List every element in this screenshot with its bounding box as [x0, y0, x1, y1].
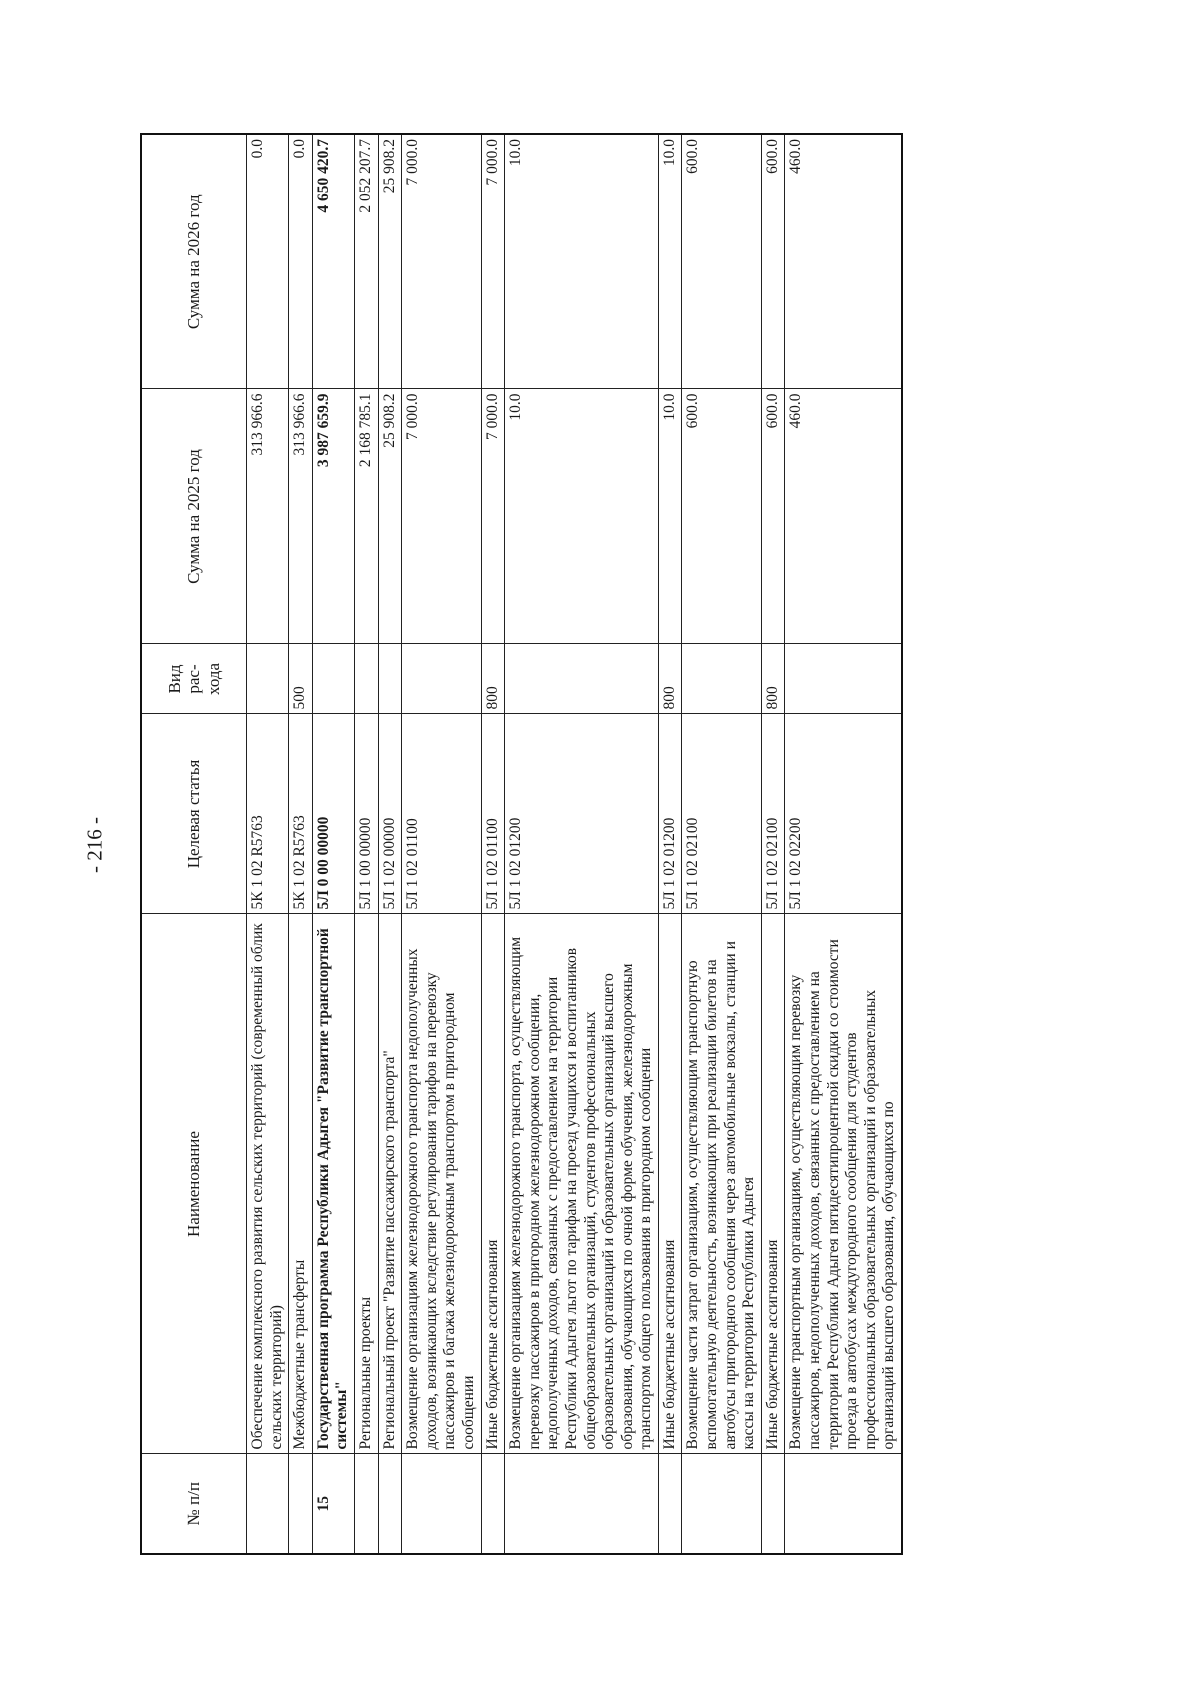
table-header-row	[141, 134, 247, 1554]
row-expense-type: 800	[658, 644, 682, 714]
row-number	[247, 1454, 289, 1554]
row-sum-2026: 10.0	[658, 134, 682, 389]
row-target-article: 5Л 1 02 02200	[785, 714, 902, 914]
table-row	[505, 134, 659, 1554]
row-name: Региональные проекты	[354, 914, 378, 1454]
row-number	[289, 1454, 313, 1554]
row-sum-2025: 600.0	[682, 389, 761, 644]
row-target-article: 5Л 1 00 00000	[354, 714, 378, 914]
row-expense-type	[505, 644, 659, 714]
row-name: Иные бюджетные ассигнования	[658, 914, 682, 1454]
table-row	[658, 134, 682, 1554]
row-expense-type	[354, 644, 378, 714]
table-row	[312, 134, 354, 1554]
header-sum-2025: Сумма на 2025 год	[141, 389, 247, 644]
table-row	[378, 134, 402, 1554]
row-name: Иные бюджетные ассигнования	[481, 914, 505, 1454]
table-body	[247, 134, 903, 1554]
row-sum-2026: 10.0	[505, 134, 659, 389]
row-expense-type: 800	[761, 644, 785, 714]
row-number	[402, 1454, 481, 1554]
row-sum-2026: 0.0	[247, 134, 289, 389]
row-target-article: 5Л 0 00 00000	[312, 714, 354, 914]
header-expense-type: Вид рас-хода	[141, 644, 247, 714]
table-row	[785, 134, 902, 1554]
row-expense-type: 800	[481, 644, 505, 714]
row-expense-type	[312, 644, 354, 714]
row-expense-type: 500	[289, 644, 313, 714]
row-target-article: 5Л 1 02 01100	[402, 714, 481, 914]
page-number: - 216 -	[82, 817, 107, 873]
row-sum-2025: 7 000.0	[481, 389, 505, 644]
row-target-article: 5Л 1 02 02100	[761, 714, 785, 914]
row-sum-2025: 3 987 659.9	[312, 389, 354, 644]
row-sum-2026: 7 000.0	[481, 134, 505, 389]
table-row	[247, 134, 289, 1554]
row-sum-2025: 25 908.2	[378, 389, 402, 644]
row-target-article: 5Л 1 02 01200	[658, 714, 682, 914]
header-target-article: Целевая статья	[141, 714, 247, 914]
row-sum-2025: 2 168 785.1	[354, 389, 378, 644]
table-row	[354, 134, 378, 1554]
row-name: Региональный проект "Развитие пассажирского транспорта"	[378, 914, 402, 1454]
row-expense-type	[402, 644, 481, 714]
table-row	[481, 134, 505, 1554]
row-sum-2026: 460.0	[785, 134, 902, 389]
row-expense-type	[682, 644, 761, 714]
row-name: Возмещение транспортным организациям, осуществляющим перевозку пассажиров, недополученных доходов, связанных с предоставлением на территории Республики Адыгея пятидесятипроцентной скидки со стоимости проезда в автобусах междугородного сообщения для студентов профессиональных образовательных организаций и образовательных организаций высшего образования, обучающихся по	[785, 914, 902, 1454]
row-expense-type	[247, 644, 289, 714]
row-name: Возмещение организациям железнодорожного транспорта недополученных доходов, возникающих вследствие регулирования тарифов на перевозку пассажиров и багажа железнодорожным транспортом в пригородном сообщении	[402, 914, 481, 1454]
table-row	[289, 134, 313, 1554]
row-number	[481, 1454, 505, 1554]
row-number: 15	[312, 1454, 354, 1554]
row-sum-2025: 10.0	[505, 389, 659, 644]
row-target-article: 5К 1 02 R5763	[289, 714, 313, 914]
row-expense-type	[378, 644, 402, 714]
row-sum-2025: 10.0	[658, 389, 682, 644]
row-number	[505, 1454, 659, 1554]
row-sum-2025: 7 000.0	[402, 389, 481, 644]
row-name: Государственная программа Республики Адыгея "Развитие транспортной системы"	[312, 914, 354, 1454]
row-sum-2026: 7 000.0	[402, 134, 481, 389]
budget-table	[140, 133, 903, 1555]
row-sum-2026: 4 650 420.7	[312, 134, 354, 389]
row-sum-2025: 600.0	[761, 389, 785, 644]
table-row	[682, 134, 761, 1554]
row-name: Возмещение организациям железнодорожного транспорта, осуществляющим перевозку пассажиров в пригородном железнодорожном сообщении, недополученных доходов, связанных с предоставлением на территории Республики Адыгея льгот по тарифам на проезд учащихся и воспитанников общеобразовательных организаций, студентов профессиональных образовательных организаций и образовательных организаций высшего образования, обучающихся по очной форме обучения, железнодорожным транспортом общего пользования в пригородном сообщении	[505, 914, 659, 1454]
row-sum-2026: 600.0	[761, 134, 785, 389]
row-sum-2026: 0.0	[289, 134, 313, 389]
row-name: Межбюджетные трансферты	[289, 914, 313, 1454]
row-target-article: 5К 1 02 R5763	[247, 714, 289, 914]
row-sum-2025: 313 966.6	[247, 389, 289, 644]
row-target-article: 5Л 1 02 00000	[378, 714, 402, 914]
row-sum-2026: 2 052 207.7	[354, 134, 378, 389]
table-row	[402, 134, 481, 1554]
row-name: Иные бюджетные ассигнования	[761, 914, 785, 1454]
row-expense-type	[785, 644, 902, 714]
row-number	[682, 1454, 761, 1554]
row-target-article: 5Л 1 02 02100	[682, 714, 761, 914]
row-name: Обеспечение комплексного развития сельских территорий (современный облик сельских территорий)	[247, 914, 289, 1454]
row-name: Возмещение части затрат организациям, осуществляющим транспортную вспомогательную деятельность, возникающих при реализации билетов на автобусы пригородного сообщения через автомобильные вокзалы, станции и кассы на территории Республики Адыгея	[682, 914, 761, 1454]
row-sum-2025: 460.0	[785, 389, 902, 644]
row-target-article: 5Л 1 02 01100	[481, 714, 505, 914]
row-sum-2026: 25 908.2	[378, 134, 402, 389]
row-number	[761, 1454, 785, 1554]
header-num: № п/п	[141, 1454, 247, 1554]
row-number	[354, 1454, 378, 1554]
header-sum-2026: Сумма на 2026 год	[141, 134, 247, 389]
row-number	[378, 1454, 402, 1554]
table-row	[761, 134, 785, 1554]
row-sum-2026: 600.0	[682, 134, 761, 389]
row-number	[658, 1454, 682, 1554]
row-number	[785, 1454, 902, 1554]
header-name: Наименование	[141, 914, 247, 1454]
row-target-article: 5Л 1 02 01200	[505, 714, 659, 914]
row-sum-2025: 313 966.6	[289, 389, 313, 644]
budget-table-sheet	[140, 135, 1000, 1555]
